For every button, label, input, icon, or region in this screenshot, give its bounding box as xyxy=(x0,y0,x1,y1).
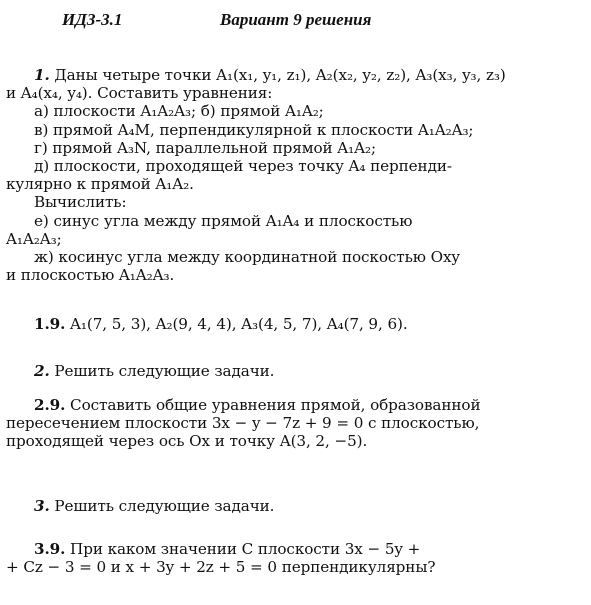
task-3-text: Решить следующие задачи. xyxy=(54,497,275,515)
task-2-text: Решить следующие задачи. xyxy=(54,362,275,380)
variant-2-9 xyxy=(6,396,584,451)
variant-1-9-line xyxy=(6,315,584,333)
task-1-line: и плоскостью A₁A₂A₃. xyxy=(6,266,175,285)
task-1-line: в) прямой A₄M, перпендикулярной к плоскости A₁A₂A₃; xyxy=(34,120,474,139)
task-2-line xyxy=(6,362,584,380)
variant-3-9-number: 3.9. xyxy=(34,540,66,558)
task-2 xyxy=(6,362,584,380)
task-1-line: д) плоскости, проходящей через точку A₄ перпенди- xyxy=(34,157,452,176)
task-2-number: 2. xyxy=(34,362,50,380)
variant-1-9-points: A₁(7, 5, 3), A₂(9, 4, 4), A₃(4, 5, 7), A₄(7, 9, 6). xyxy=(70,315,408,333)
variant-2-9-line xyxy=(6,396,584,414)
task-3 xyxy=(6,497,584,515)
task-1-line xyxy=(6,66,584,84)
task-1-line: ж) косинус угла между координатной поскостью Oxy xyxy=(34,248,460,267)
variant-1-9-number: 1.9. xyxy=(34,315,66,333)
variant-2-9-line: проходящей через ось Ox и точку A(3, 2, −5). xyxy=(6,432,368,451)
task-1-number: 1. xyxy=(34,66,50,84)
task-1-line: и A₄(x₄, y₄). Составить уравнения: xyxy=(6,84,273,103)
task-1 xyxy=(6,66,584,284)
task-3-number: 3. xyxy=(34,497,50,515)
task-1-line: а) плоскости A₁A₂A₃; б) прямой A₁A₂; xyxy=(34,102,324,121)
variant-3-9-line-text: При каком значении C плоскости 3x − 5y + xyxy=(70,540,421,558)
variant-2-9-line-text: Составить общие уравнения прямой, образованной xyxy=(70,396,481,414)
header-variant: Вариант 9 решения xyxy=(220,10,372,29)
variant-3-9 xyxy=(6,540,584,576)
task-1-line: г) прямой A₃N, параллельной прямой A₁A₂; xyxy=(34,138,377,157)
task-1-line: е) синус угла между прямой A₁A₄ и плоскостью xyxy=(34,211,413,230)
task-1-line: кулярно к прямой A₁A₂. xyxy=(6,175,194,194)
variant-2-9-number: 2.9. xyxy=(34,396,66,414)
variant-3-9-line: + Cz − 3 = 0 и x + 3y + 2z + 5 = 0 перпендикулярны? xyxy=(6,558,436,577)
task-1-line: Вычислить: xyxy=(34,193,127,212)
variant-1-9 xyxy=(6,315,584,333)
task-1-line-text: Даны четыре точки A₁(x₁, y₁, z₁), A₂(x₂, y₂, z₂), A₃(x₃, y₃, z₃) xyxy=(54,66,506,84)
header-title: ИДЗ-3.1 xyxy=(62,10,123,29)
task-3-line xyxy=(6,497,584,515)
task-1-line: A₁A₂A₃; xyxy=(6,229,62,248)
variant-3-9-line xyxy=(6,540,584,558)
variant-2-9-line: пересечением плоскости 3x − y − 7z + 9 = 0 с плоскостью, xyxy=(6,414,480,433)
